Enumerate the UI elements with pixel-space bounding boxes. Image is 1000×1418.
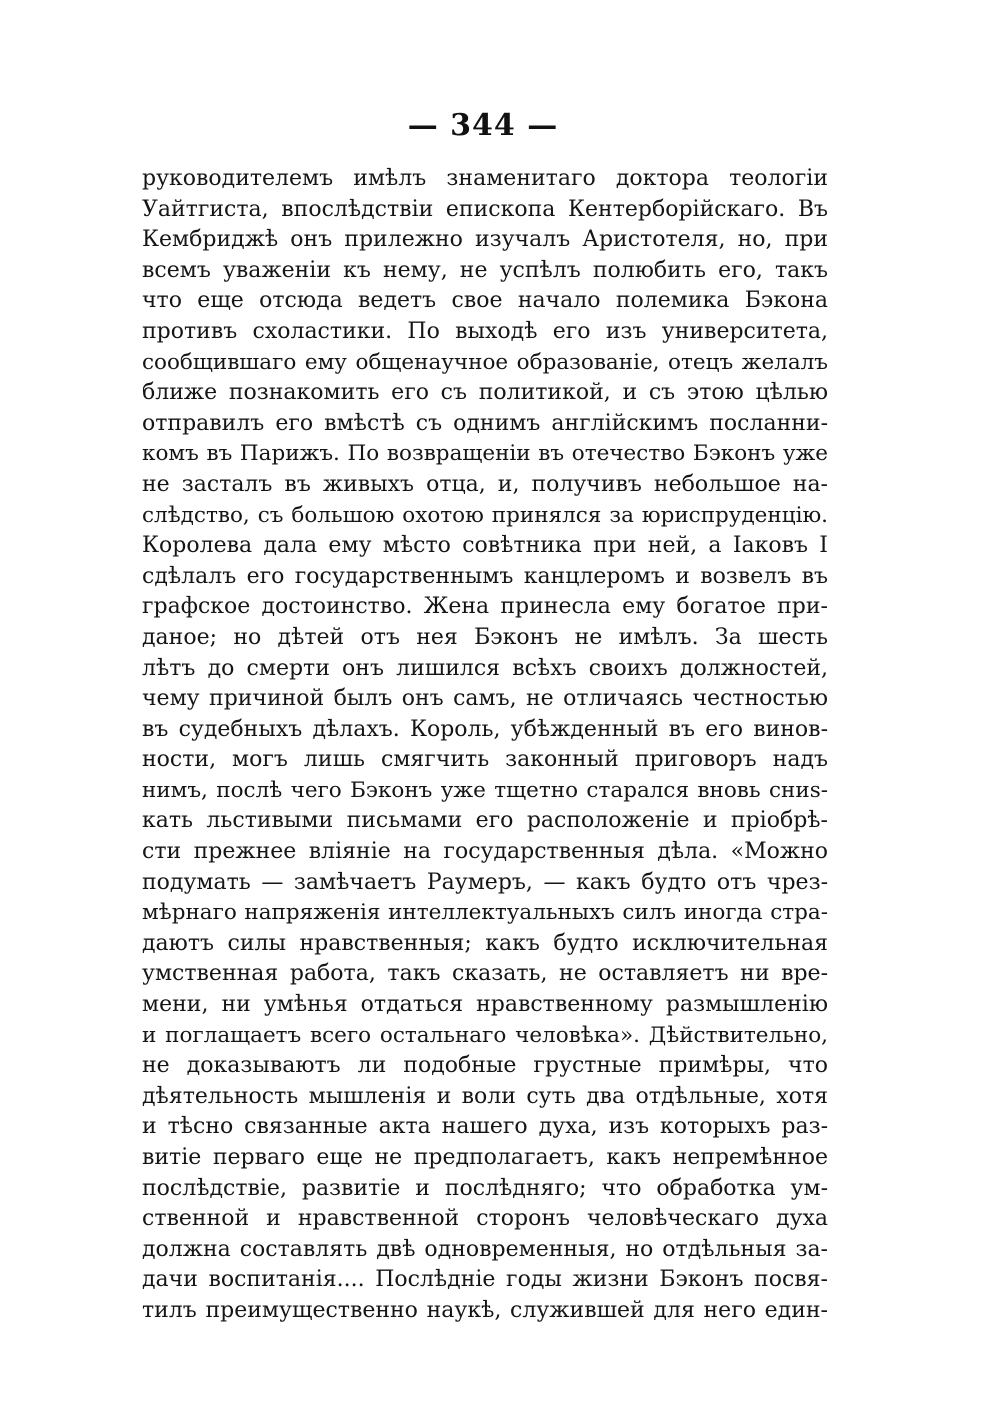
text-line: нимъ, послѣ чего Бэконъ уже тщетно старался вновь сниs-	[142, 777, 828, 803]
text-line: всемъ уваженіи къ нему, не успѣлъ полюбить его, такъ	[142, 257, 828, 283]
text-line: дачи воспитанія.... Послѣдніе годы жизни Бэконъ посвя-	[142, 1267, 828, 1293]
text-line: послѣдствіе, развитіе и послѣдняго; что обработка ум-	[142, 1175, 828, 1201]
text-line: витіе перваго еще не предполагаетъ, какъ непремѣнное	[142, 1145, 828, 1170]
text-line: Кембриджѣ онъ прилежно изучалъ Аристотеля, но, при	[142, 227, 828, 253]
text-line: должна составлять двѣ одновременныя, но отдѣльныя за-	[142, 1236, 828, 1262]
text-line: мени, ни умѣнья отдаться нравственному размышленію	[142, 992, 828, 1018]
text-line: даное; но дѣтей отъ нея Бэконъ не имѣлъ. За шесть	[142, 624, 828, 650]
text-line: тилъ преимущественно наукѣ, служившей для него един-	[142, 1297, 828, 1323]
text-line: сдѣлалъ его государственнымъ канцлеромъ и возвелъ въ	[142, 563, 828, 589]
text-line: что еще отсюда ведетъ свое начало полемика Бэкона	[142, 288, 828, 314]
text-line: и поглащаетъ всего остальнаго человѣка». Дѣйствительно,	[142, 1022, 828, 1048]
text-line: ности, могъ лишь смягчить законный приговоръ надъ	[142, 747, 828, 773]
body-text	[142, 164, 828, 1327]
text-line: руководителемъ имѣлъ знаменитаго доктора теологіи	[142, 166, 828, 191]
text-line: лѣтъ до смерти онъ лишился всѣхъ своихъ должностей,	[142, 655, 828, 681]
text-line: графское достоинство. Жена принесла ему богатое при-	[142, 594, 828, 620]
text-line: и тѣсно связанные акта нашего духа, изъ которыхъ раз-	[142, 1114, 828, 1140]
text-line: кать льстивыми письмами его расположеніе и пріобрѣ-	[142, 808, 828, 834]
text-line: Королева дала ему мѣсто совѣтника при ней, а Іаковъ I	[142, 533, 828, 559]
text-line: умственная работа, такъ сказать, не оставляетъ ни вре-	[142, 961, 828, 987]
text-line: противъ схоластики. По выходѣ его изъ университета,	[142, 318, 828, 344]
text-line: не засталъ въ живыхъ отца, и, получивъ небольшое на-	[142, 471, 828, 497]
text-line: не доказываютъ ли подобные грустные примѣры, что	[142, 1053, 828, 1079]
text-line: Уайтгиста, впослѣдствіи епископа Кентерборійскаго. Въ	[142, 196, 828, 222]
text-line: чему причиной былъ онъ самъ, не отличаясь честностью	[142, 686, 828, 712]
text-line: сообщившаго ему общенаучное образованіе, отецъ желалъ	[142, 349, 828, 375]
text-line: мѣрнаго напряженія интеллектуальныхъ силъ иногда стра-	[142, 900, 828, 926]
page-number: — 344 —	[407, 108, 559, 143]
text-line: ственной и нравственной сторонъ человѣческаго духа	[142, 1206, 828, 1232]
text-line: дѣятельность мышленія и воли суть два отдѣльные, хотя	[142, 1083, 828, 1109]
text-line: слѣдство, съ большою охотою принялся за юриспруденцію.	[142, 502, 828, 528]
text-line: подумать — замѣчаетъ Раумеръ, — какъ будто отъ чрез-	[142, 869, 828, 895]
text-line: въ судебныхъ дѣлахъ. Король, убѣжденный въ его винов-	[142, 716, 828, 742]
text-line: отправилъ его вмѣстѣ съ однимъ англійскимъ посланни-	[142, 410, 828, 436]
text-line: комъ въ Парижъ. По возвращеніи въ отечество Бэконъ уже	[142, 441, 828, 467]
text-line: сти прежнее вліяніе на государственныя дѣла. «Можно	[142, 839, 828, 865]
text-line: даютъ силы нравственныя; какъ будто исключительная	[142, 930, 828, 956]
text-line: ближе познакомить его съ политикой, и съ этою цѣлью	[142, 380, 828, 406]
